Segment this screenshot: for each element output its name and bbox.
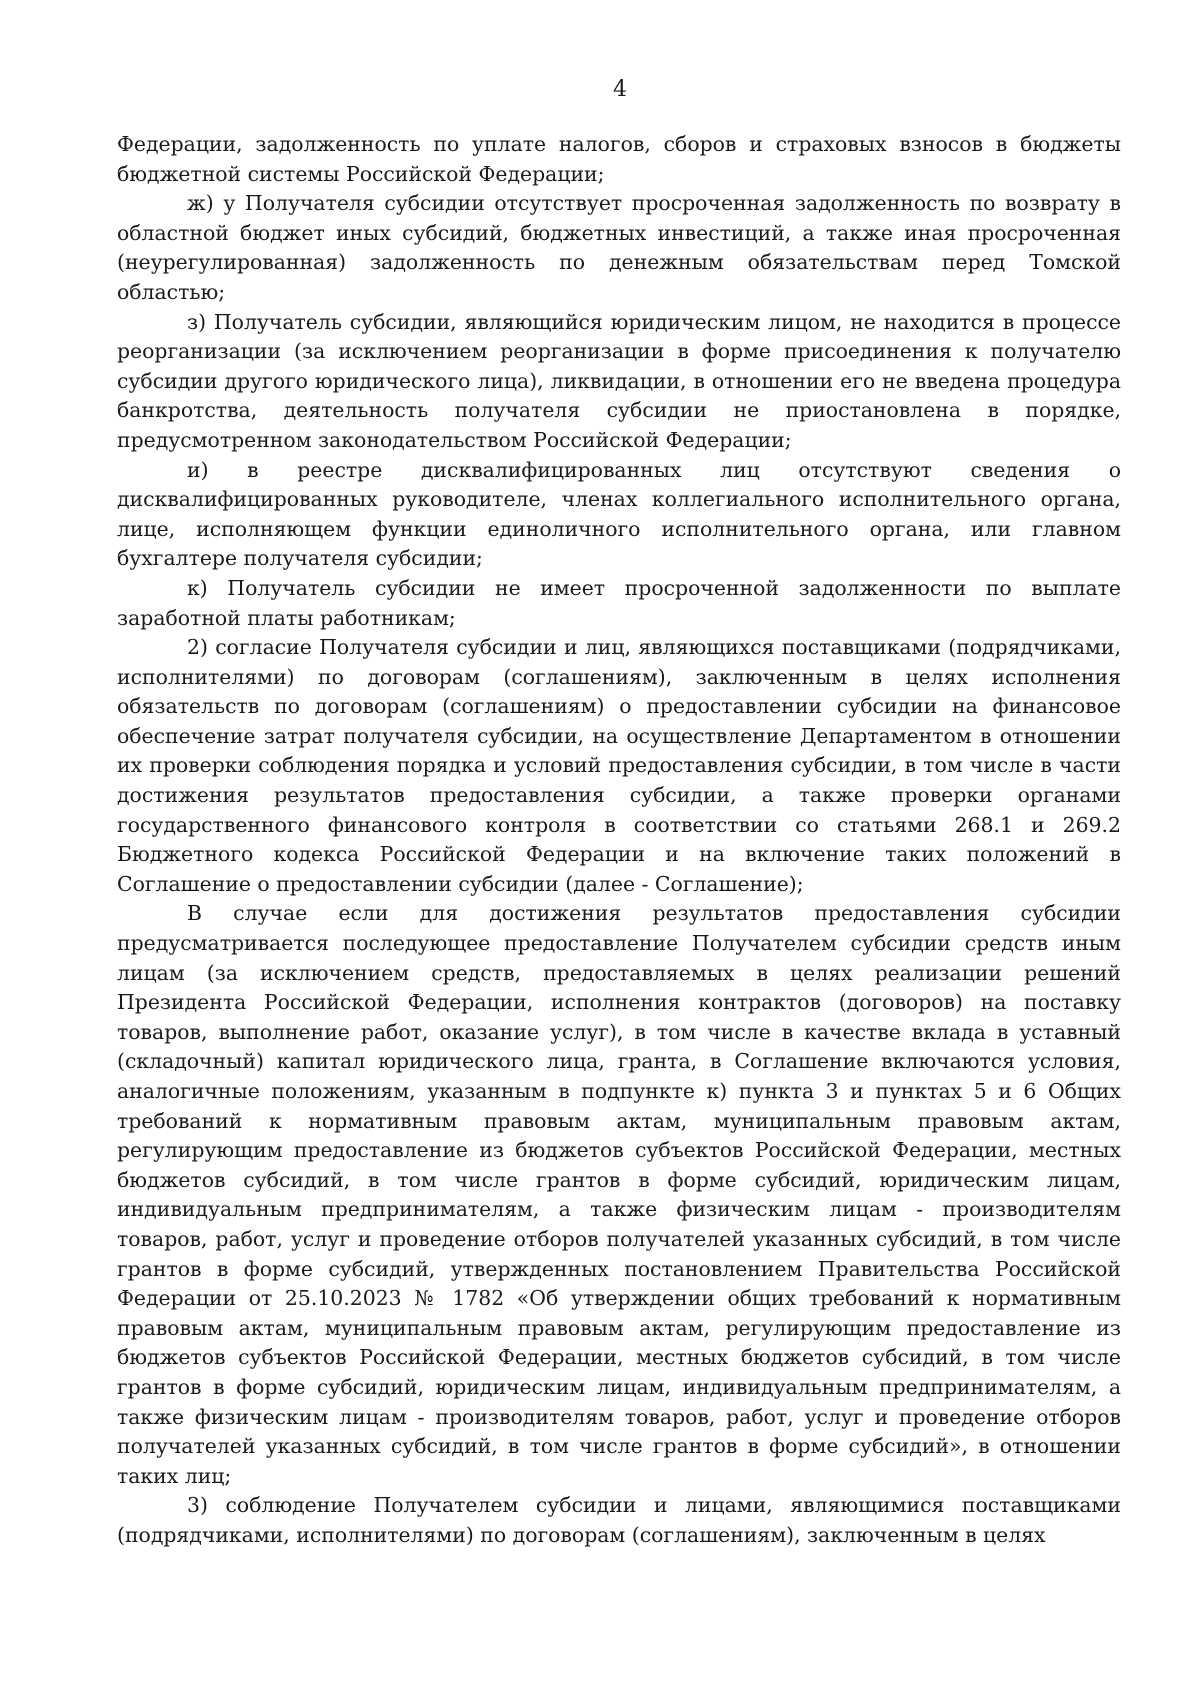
paragraph-item-i: и) в реестре дисквалифицированных лиц отсутствуют сведения о дисквалифицированных руководителе, членах коллегиального исполнительного органа, лице, исполняющем функции единоличного исполнительного органа, или главном бухгалтере получателя субсидии; xyxy=(117,457,1121,571)
paragraph-item-k: к) Получатель субсидии не имеет просроченной задолженности по выплате заработной платы работникам; xyxy=(117,575,1121,630)
paragraph-continuation: Федерации, задолженность по уплате налогов, сборов и страховых взносов в бюджеты бюджетной системы Российской Федерации; xyxy=(117,132,1121,186)
document-body xyxy=(117,130,1121,1551)
paragraph-item-z: з) Получатель субсидии, являющийся юридическим лицом, не находится в процессе реорганизации (за исключением реорганизации в форме присоединения к получателю субсидии другого юридического лица), ликвидации, в отношении его не введена процедура банкротства, деятельность получателя субсидии не приостановлена в порядке, предусмотренном законодательством Российской Федерации; xyxy=(117,309,1121,452)
paragraph-case: В случае если для достижения результатов предоставления субсидии предусматривается последующее предоставление Получателем субсидии средств иным лицам (за исключением средств, предоставляемых в целях реализации решений Президента Российской Федерации, исполнения контрактов (договоров) на поставку товаров, выполнение работ, оказание услуг), в том числе в качестве вклада в уставный (складочный) капитал юридического лица, гранта, в Соглашение включаются условия, аналогичные положениям, указанным в подпункте к) пункта 3 и пунктах 5 и 6 Общих требований к нормативным правовым актам, муниципальным правовым актам, регулирующим предоставление из бюджетов субъектов Российской Федерации, местных бюджетов субсидий, в том числе грантов в форме субсидий, юридическим лицам, индивидуальным предпринимателям, а также физическим лицам - производителям товаров, работ, услуг и проведение отборов получателей указанных субсидий, в том числе грантов в форме субсидий, утвержденных постановлением Правительства Российской Федерации от 25.10.2023 № 1782 «Об утверждении общих требований к нормативным правовым актам, муниципальным правовым актам, регулирующим предоставление из бюджетов субъектов Российской Федерации, местных бюджетов субсидий, в том числе грантов в форме субсидий, юридическим лицам, индивидуальным предпринимателям, а также физическим лицам - производителям товаров, работ, услуг и проведение отборов получателей указанных субсидий, в том числе грантов в форме субсидий», в отношении таких лиц; xyxy=(117,901,1121,1488)
page-number: 4 xyxy=(613,77,627,102)
paragraph-item-2: 2) согласие Получателя субсидии и лиц, являющихся поставщиками (подрядчиками, исполнителями) по договорам (соглашениям), заключенным в целях исполнения обязательств по договорам (соглашениям) о предоставлении субсидии на финансовое обеспечение затрат получателя субсидии, на осуществление Департаментом в отношении их проверки соблюдения порядка и условий предоставления субсидии, в том числе в части достижения результатов предоставления субсидии, а также проверки органами государственного финансового контроля в соответствии со статьями 268.1 и 269.2 Бюджетного кодекса Российской Федерации и на включение таких положений в Соглашение о предоставлении субсидии (далее - Соглашение); xyxy=(117,635,1121,896)
paragraph-item-zh: ж) у Получателя субсидии отсутствует просроченная задолженность по возврату в областной бюджет иных субсидий, бюджетных инвестиций, а также иная просроченная (неурегулированная) задолженность по денежным обязательствам перед Томской областью; xyxy=(117,191,1121,304)
paragraph-item-3: 3) соблюдение Получателем субсидии и лицами, являющимися поставщиками (подрядчиками, исполнителями) по договорам (соглашениям), заключенным в целях xyxy=(117,1493,1121,1547)
